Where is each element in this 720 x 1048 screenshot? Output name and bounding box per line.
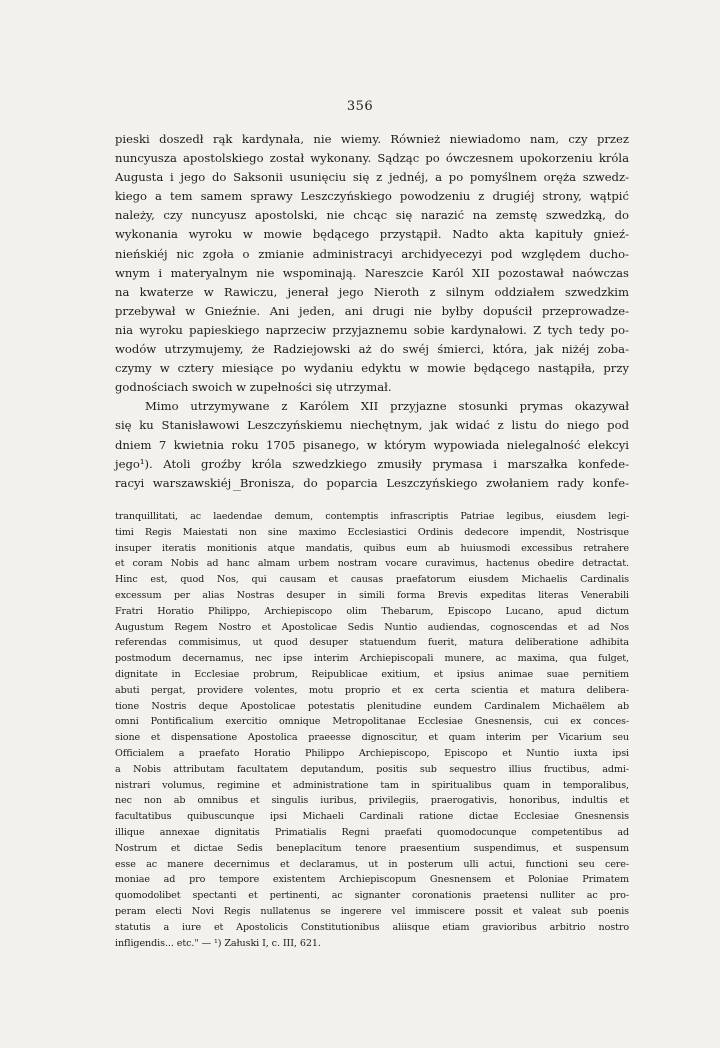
footnote-line: referendas commisimus, ut quod desuper statuendum fuerit, matura deliberatione adhibita <box>115 637 629 649</box>
text-line: kiego a tem samem sprawy Leszczyńskiego powodzeniu z drugiéj strony, wątpić <box>115 189 629 204</box>
main-text <box>115 130 629 493</box>
text-line: wnym i materyalnym nie wspominają. Nareszcie Karól XII pozostawał naówczas <box>115 265 629 280</box>
footnote-line: abuti pergat, providere volentes, motu proprio et ex certa scientia et matura delibera- <box>115 684 629 696</box>
footnote-line: quomodolibet spectanti et pertinenti, ac signanter coronationis praetensi nulliter ac pro- <box>115 890 629 902</box>
footnote-line: a Nobis attributam facultatem deputandum, positis sub sequestro illius fructibus, admi- <box>115 763 629 775</box>
footnote-separator <box>233 490 241 491</box>
text-line: wodów utrzymujemy, że Radziejowski aż do swéj śmierci, która, jak niżéj zoba- <box>115 342 629 357</box>
text-line: racyi warszawskiéj Bronisza, do poparcia Leszczyńskiego zwołaniem rady konfe- <box>115 475 629 490</box>
footnote-line: nec non ab omnibus et singulis iuribus, privilegiis, praerogativis, honoribus, indultis et <box>115 795 629 807</box>
footnote-line: et coram Nobis ad hanc almam urbem nostram vocare curavimus, hactenus obedire detractat. <box>115 558 629 570</box>
footnote-line: peram electi Novi Regis nullatenus se ingerere vel immiscere possit et valeat sub poenis <box>115 905 629 917</box>
text-line: jego¹). Atoli groźby króla szwedzkiego zmusiły prymasa i marszałka konfede- <box>115 456 629 471</box>
text-line: godnościach swoich w zupełności się utrzymał. <box>115 380 392 395</box>
footnote-line: sione et dispensatione Apostolica praeesse dignoscitur, et quam interim per Vicarium seu <box>115 732 629 744</box>
text-line: nia wyroku papieskiego naprzeciw przyjaznemu sobie kardynałowi. Z tych tedy po- <box>115 322 629 337</box>
footnote-line: dignitate in Ecclesiae probrum, Reipublicae exitium, et ipsius animae suae pernitiem <box>115 668 629 680</box>
footnote-line: facultatibus quibuscunque ipsi Michaeli Cardinali ratione dictae Ecclesiae Gnesnensis <box>115 811 629 823</box>
footnote-line: insuper iteratis monitionis atque mandatis, quibus eum ab huiusmodi excessibus retrahere <box>115 542 629 554</box>
text-line: przebywał w Gnieźnie. Ani jeden, ani drugi nie byłby dopuścił przeprowadze- <box>115 303 629 318</box>
footnote-line: esse ac manere decernimus et declaramus, ut in posterum ulli actui, functioni seu cere- <box>115 858 629 870</box>
footnote-line: Hinc est, quod Nos, qui causam et causas praefatorum eiusdem Michaelis Cardinalis <box>115 574 629 586</box>
footnote-line: postmodum decernamus, nec ipse interim Archiepiscopali munere, ac maxima, qua fulget, <box>115 653 629 665</box>
text-line: na kwaterze w Rawiczu, jenerał jego Nieroth z silnym oddziałem szwedzkim <box>115 284 629 299</box>
text-line: się ku Stanisławowi Leszczyńskiemu niechętnym, jak widać z listu do niego pod <box>115 418 629 433</box>
footnote-line: timi Regis Maiestati non sine maximo Ecclesiastici Ordinis dedecore impendit, Nostrisque <box>115 526 629 538</box>
text-line: czymy w cztery miesiące po wydaniu edyktu w mowie będącego nastąpiła, przy <box>115 361 629 376</box>
text-line: pieski doszedł rąk kardynała, nie wiemy. Również niewiadomo nam, czy przez <box>115 132 629 146</box>
footnote-line: Nostrum et dictae Sedis beneplacitum tenore praesentium suspendimus, et suspensum <box>115 842 629 854</box>
text-line: nieńskiéj nic zgoła o zmianie administracyi archidyecezyi pod względem ducho- <box>115 246 629 261</box>
text-line: Augusta i jego do Saksonii usunięciu się z jednéj, a po pomyślnem oręża szwedz- <box>115 170 629 185</box>
footnote-line: Fratri Horatio Philippo, Archiepiscopo olim Thebarum, Episcopo Lucano, apud dictum <box>115 605 629 617</box>
footnote-line: Officialem a praefato Horatio Philippo Archiepiscopo, Episcopo et Nuntio iuxta ipsi <box>115 747 629 759</box>
text-line: nuncyusza apostolskiego został wykonany. Sądząc po ówczesnem upokorzeniu króla <box>115 151 629 166</box>
footnote-line: statutis a iure et Apostolicis Constitutionibus aliisque etiam gravioribus arbitrio nostro <box>115 921 629 933</box>
text-line: należy, czy nuncyusz apostolski, nie chcąc się narazić na zemstę szwedzką, do <box>115 208 629 223</box>
footnote-line: infligendis... etc." — ¹) Załuski I, c. III, 621. <box>115 937 321 949</box>
footnote-text <box>115 509 629 951</box>
footnote-line: moniae ad pro tempore existentem Archiepiscopum Gnesnensem et Poloniae Primatem <box>115 874 629 886</box>
footnote-line: tione Nostris deque Apostolicae potestatis plenitudine eundem Cardinalem Michaëlem ab <box>115 700 629 712</box>
footnote-line: omni Pontificalium exercitio omnique Metropolitanae Ecclesiae Gnesnensis, cui ex conces- <box>115 716 629 728</box>
footnote-line: nistrari volumus, regimine et administratione tam in spiritualibus quam in temporalibus, <box>115 779 629 791</box>
footnote-line: Augustum Regem Nostro et Apostolicae Sedis Nuntio audiendas, cognoscendas et ad Nos <box>115 621 629 633</box>
footnote-line: excessum per alias Nostras desuper in simili forma Brevis expeditas literas Venerabili <box>115 589 629 601</box>
text-line: wykonania wyroku w mowie będącego przystąpił. Nadto akta kapituły gnieź- <box>115 227 629 242</box>
footnote-line: tranquillitati, ac laedendae demum, contemptis infrascriptis Patriae legibus, eiusdem legi- <box>115 511 629 522</box>
footnote-line: illique annexae dignitatis Primatialis Regni praefati quomodocunque competentibus ad <box>115 826 629 838</box>
page-number: 356 <box>346 99 374 114</box>
text-line: Mimo utrzymywane z Karólem XII przyjazne stosunki prymas okazywał <box>145 399 629 414</box>
text-line: dniem 7 kwietnia roku 1705 pisanego, w którym wypowiada nielegalność elekcyi <box>115 437 629 452</box>
